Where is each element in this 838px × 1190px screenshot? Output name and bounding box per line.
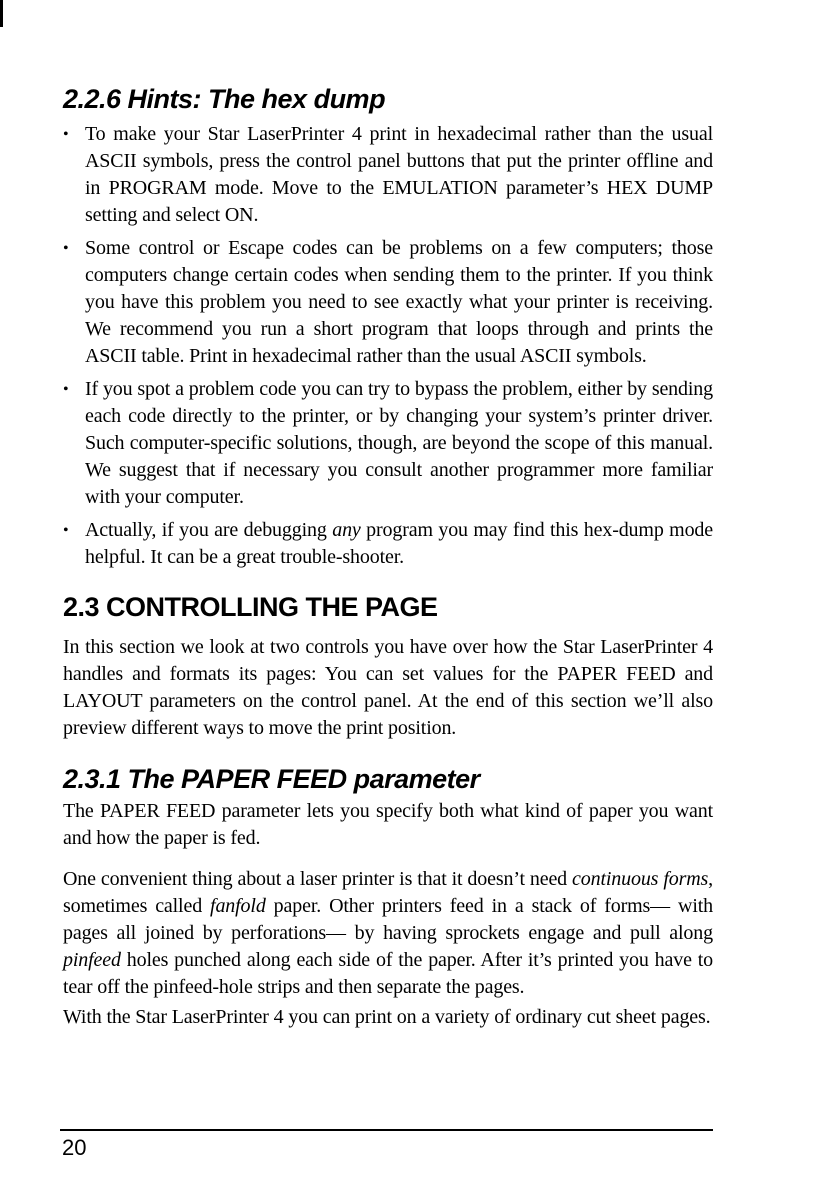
text-run: program you may find this hex-dump mode helpful. It can be a great trouble-shooter. [85,519,713,568]
text-run: If you spot a problem code you can try to bypass the problem, either by sending each code directly to the printer, or by changing your system’s printer driver. Such computer-specific solutions, though, are beyond the scope of this manual. We suggest that if necessary you consult another programmer more familiar with your computer. [85,378,713,508]
section-heading-hex-dump: 2.2.6 Hints: The hex dump [63,84,386,114]
text-run: To make your Star LaserPrinter 4 print in hexadecimal rather than the usual ASCII symbols, press the control panel buttons that put the printer offline and in PROGRAM mode. Move to the EMULATION parameter’s HEX DUMP setting and select ON. [85,123,713,226]
paragraph-paper-feed-intro: The PAPER FEED parameter lets you specify both what kind of paper you want and how the paper is fed. [63,800,713,849]
paragraph-controlling-page: In this section we look at two controls you have over how the Star LaserPrinter 4 handles and formats its pages: You can set values for the PAPER FEED and LAYOUT parameters on the control panel. At the end of this section we’ll also preview different ways to move the print position. [63,636,713,739]
text-run: , sometimes called [63,868,713,917]
bullet-text [85,235,713,370]
text-run: One convenient thing about a laser printer is that it doesn’t need [63,868,573,890]
footer-divider [60,1129,713,1131]
paragraph-cut-sheet: With the Star LaserPrinter 4 you can print on a variety of ordinary cut sheet pages. [63,1006,711,1028]
text-run-italic: fanfold [210,895,266,917]
text-run: Actually, if you are debugging [85,519,333,541]
text-run: holes punched along each side of the paper. After it’s printed you have to tear off the pinfeed-hole strips and then separate the pages. [63,949,713,998]
bullet-item [63,235,713,370]
bullet-text [85,121,713,229]
manual-page-content [63,84,713,1031]
bullet-marker: • [63,126,69,143]
text-run-italic: any [332,519,361,541]
text-run-italic: pinfeed [63,949,121,971]
bullet-item [63,517,713,571]
bullet-item [63,376,713,511]
scan-artifact-mark [0,0,3,27]
paragraph-continuous-forms [63,866,713,1001]
bullet-text [85,376,713,511]
hex-dump-bullet-list [63,121,713,571]
bullet-text [85,517,713,571]
bullet-marker: • [63,240,69,257]
text-run-italic: continuous forms [572,868,709,890]
section-heading-paper-feed: 2.3.1 The PAPER FEED parameter [63,764,480,794]
bullet-marker: • [63,381,69,398]
page-number: 20 [62,1135,87,1160]
bullet-item [63,121,713,229]
section-heading-controlling-page: 2.3 CONTROLLING THE PAGE [63,592,438,622]
text-run: paper. Other printers feed in a stack of forms— with pages all joined by perforations— by having sprockets engage and pull along [63,895,713,944]
bullet-marker: • [63,522,69,539]
text-run: Some control or Escape codes can be problems on a few computers; those computers change certain codes when sending them to the printer. If you think you have this problem you need to see exactly what your printer is receiving. We recommend you run a short program that loops through and prints the ASCII table. Print in hexadecimal rather than the usual ASCII symbols. [85,237,713,367]
